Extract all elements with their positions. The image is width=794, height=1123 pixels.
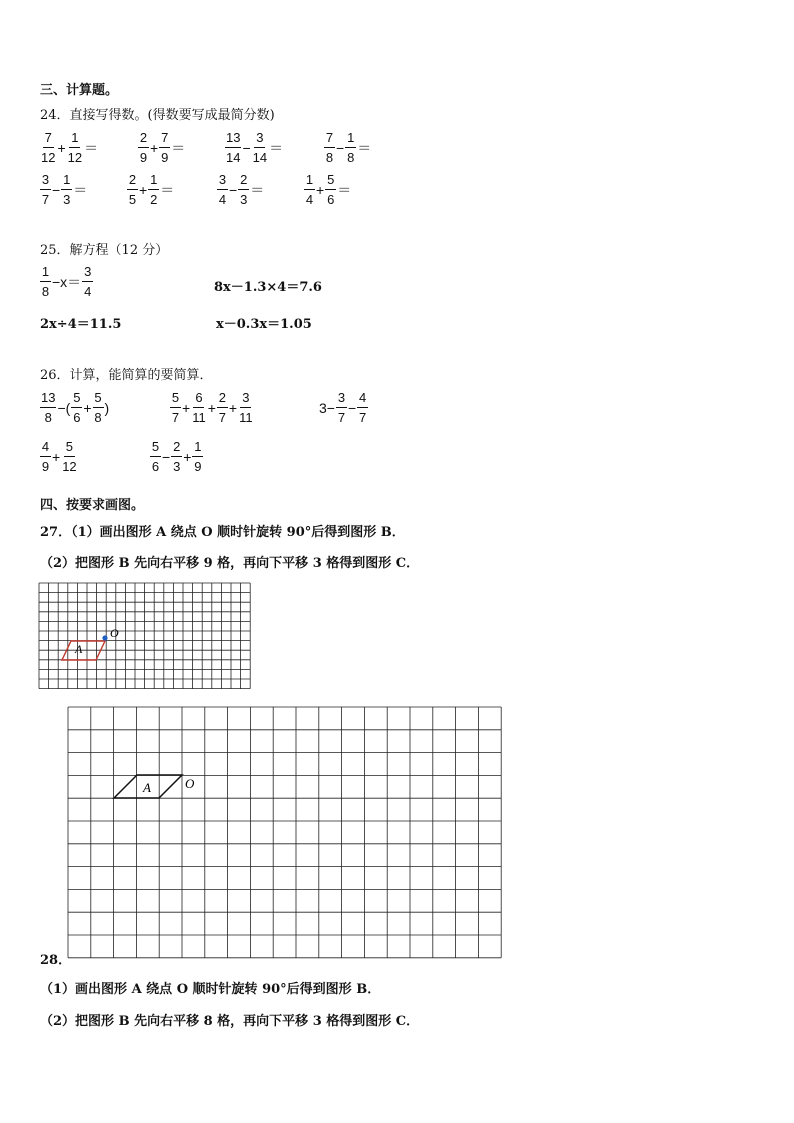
- q27-point-o: [102, 635, 107, 640]
- q25-title: 25．解方程（12 分）: [40, 243, 169, 258]
- q26-expr-2: $\frac{5}{7}$ + $\frac{6}{11}$ + $\frac{2}{7}$ + $\frac{3}{11}$: [171, 390, 253, 425]
- q26-title: 26．计算，能简算的要简算．: [40, 368, 213, 383]
- q24-expr-1-2: $\frac{2}{9}$ + $\frac{7}{9}$ ＝: [139, 130, 186, 165]
- q28-instruction-1: （1）画出图形 A 绕点 O 顺时针旋转 90°后得到图形 B．: [40, 982, 381, 997]
- q25-equation-3: 2x÷4＝11.5: [40, 317, 122, 332]
- q28-label-o: O: [185, 776, 195, 791]
- q24-expr-2-3: $\frac{3}{4}$ − $\frac{2}{3}$ ＝: [218, 172, 265, 207]
- section-four-title: 四、按要求画图。: [40, 498, 145, 513]
- q27-label-o: O: [110, 626, 119, 640]
- q25-equation-1: $\frac{1}{8}$ −x＝ $\frac{3}{4}$: [41, 264, 92, 299]
- q24-expr-2-2: $\frac{2}{5}$ + $\frac{1}{2}$ ＝: [128, 172, 175, 207]
- q24-expr-2-4: $\frac{1}{4}$ + $\frac{5}{6}$ ＝: [305, 172, 352, 207]
- q28-instruction-2: （2）把图形 B 先向右平移 8 格，再向下平移 3 格得到图形 C．: [40, 1014, 420, 1029]
- q27-instruction-1: 27．（1）画出图形 A 绕点 O 顺时针旋转 90°后得到图形 B．: [40, 525, 405, 540]
- q25-equation-2: 8x－1.3×4＝7.6: [214, 280, 322, 295]
- q28-label-a: A: [143, 780, 151, 795]
- q28-grid-figure: [67, 706, 503, 963]
- q24-expr-1-4: $\frac{7}{8}$ − $\frac{1}{8}$ ＝: [325, 130, 372, 165]
- q27-label-a: A: [75, 642, 83, 656]
- q28-grid: [68, 707, 501, 958]
- q24-expr-1-3: $\frac{13}{14}$ − $\frac{3}{14}$ ＝: [226, 130, 284, 165]
- q24-title: 24．直接写得数。(得数要写成最简分数): [40, 108, 275, 123]
- q26-expr-3: 3− $\frac{3}{7}$ − $\frac{4}{7}$: [319, 390, 367, 425]
- q26-expr-1: $\frac{13}{8}$ −( $\frac{5}{6}$ + $\frac{5}{8}$ ): [41, 390, 110, 425]
- q27-grid: [39, 583, 250, 689]
- q26-expr-5: $\frac{5}{6}$ − $\frac{2}{3}$ + $\frac{1}{9}$: [151, 439, 202, 474]
- q24-expr-1-1: $\frac{7}{12}$ + $\frac{1}{12}$ ＝: [41, 130, 99, 165]
- q27-instruction-2: （2）把图形 B 先向右平移 9 格，再向下平移 3 格得到图形 C．: [40, 556, 420, 571]
- q28-number: 28．: [40, 953, 72, 968]
- section-three-title: 三、计算题。: [40, 83, 119, 98]
- q27-grid-figure: [38, 582, 254, 692]
- q26-expr-4: $\frac{4}{9}$ + $\frac{5}{12}$: [41, 439, 77, 474]
- q24-expr-2-1: $\frac{3}{7}$ − $\frac{1}{3}$ ＝: [41, 172, 88, 207]
- q25-equation-4: x－0.3x＝1.05: [216, 317, 312, 332]
